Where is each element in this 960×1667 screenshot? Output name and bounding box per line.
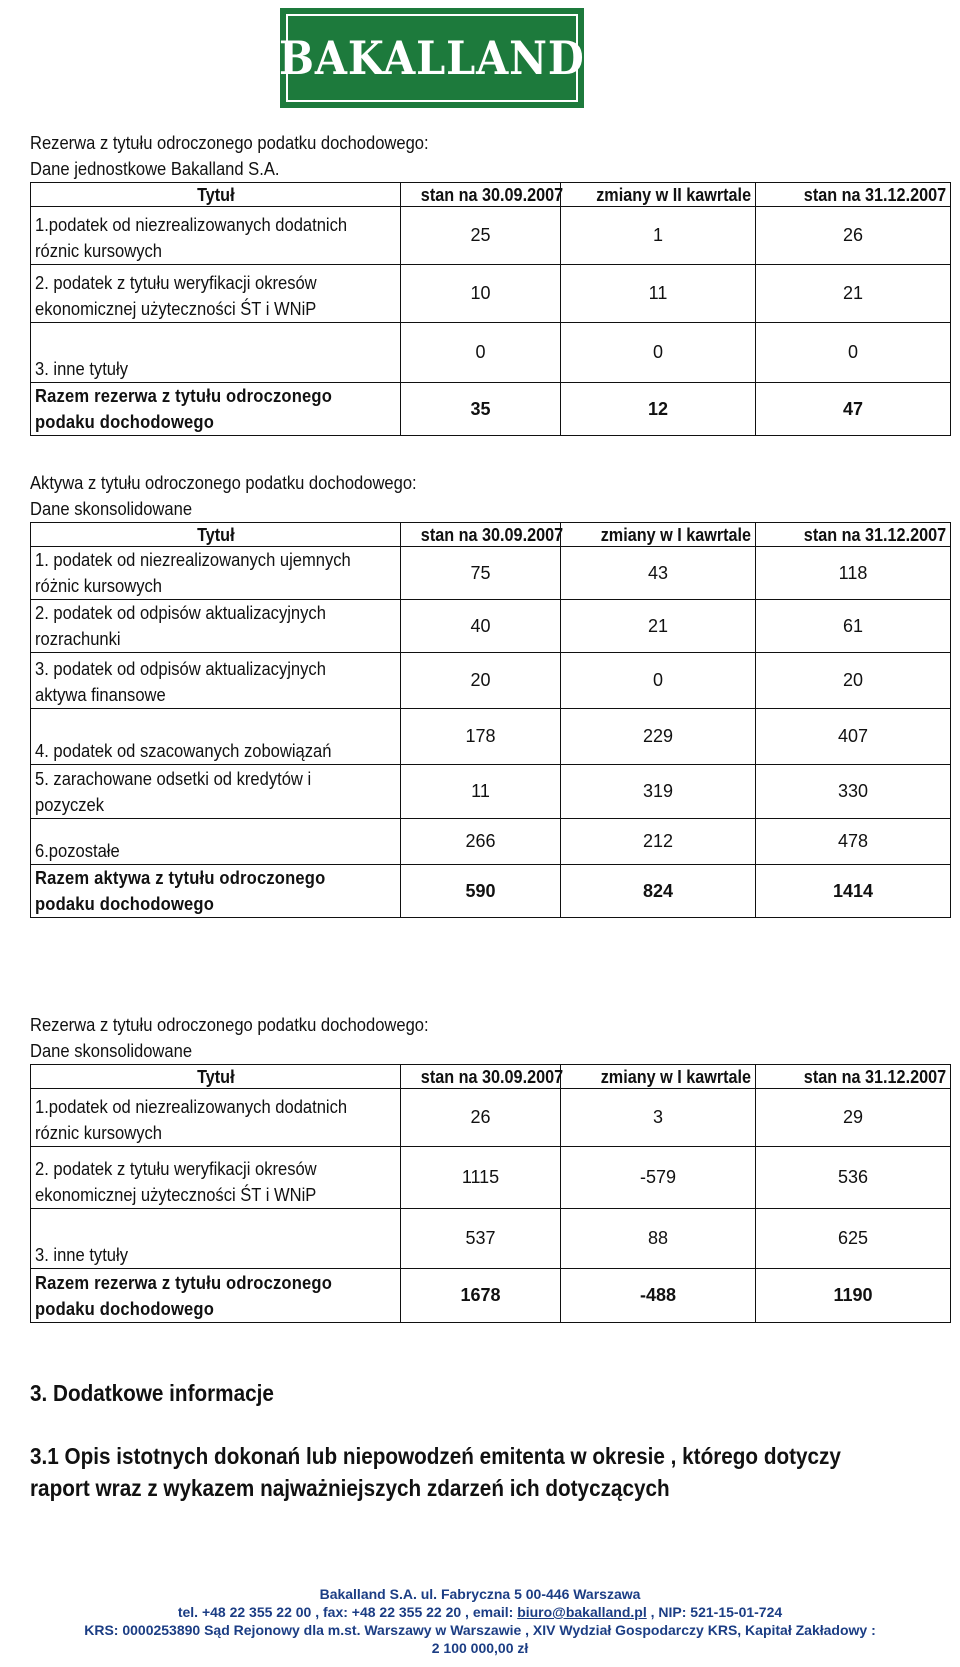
table-row — [31, 653, 951, 709]
header-col: zmiany w I kawrtale — [561, 523, 756, 547]
cell-value: 0 — [561, 653, 756, 709]
row-label: 2. podatek z tytułu weryfikacji okresów ekonomicznej użyteczności ŚT i WNiP — [31, 265, 401, 323]
cell-value: 536 — [756, 1147, 951, 1209]
table-total-row — [31, 865, 951, 918]
cell-value: 3 — [561, 1089, 756, 1147]
cell-value: 1678 — [401, 1269, 561, 1323]
header-title: Tytuł — [31, 523, 401, 547]
footer-capital: 2 100 000,00 zł — [431, 1640, 529, 1656]
cell-value: 266 — [401, 819, 561, 865]
table-header-row — [31, 183, 951, 207]
header-col: stan na 30.09.2007 — [401, 183, 561, 207]
cell-value: 319 — [561, 765, 756, 819]
row-label: Razem rezerwa z tytułu odroczonego podaku dochodowego — [31, 1269, 401, 1323]
footer-address: Bakalland S.A. ul. Fabryczna 5 00-446 Warszawa — [319, 1586, 641, 1602]
header-col: stan na 31.12.2007 — [756, 183, 951, 207]
section-heading: 3. Dodatkowe informacje — [30, 1380, 274, 1406]
header-col: stan na 31.12.2007 — [756, 523, 951, 547]
table-subcaption: Dane jednostkowe Bakalland S.A. — [30, 159, 280, 179]
row-label: Razem rezerwa z tytułu odroczonego podaku dochodowego — [31, 383, 401, 436]
footer-phone-fax: tel. +48 22 355 22 00 , fax: +48 22 355 22 20 , email: — [177, 1604, 518, 1620]
cell-value: 25 — [401, 207, 561, 265]
cell-value: 229 — [561, 709, 756, 765]
deferred-tax-reserve-standalone-table — [30, 182, 951, 436]
cell-value: 40 — [401, 600, 561, 653]
row-label: 1. podatek od niezrealizowanych ujemnych różnic kursowych — [31, 547, 401, 600]
cell-value: 35 — [401, 383, 561, 436]
table-section-2 — [30, 470, 950, 918]
row-label: 6.pozostałe — [31, 819, 401, 865]
footer-contact — [0, 1603, 960, 1621]
cell-value: 330 — [756, 765, 951, 819]
row-label: 2. podatek od odpisów aktualizacyjnych rozrachunki — [31, 600, 401, 653]
cell-value: 26 — [756, 207, 951, 265]
cell-value: 29 — [756, 1089, 951, 1147]
table-total-row — [31, 1269, 951, 1323]
row-label: 5. zarachowane odsetki od kredytów i pozyczek — [31, 765, 401, 819]
table-row — [31, 1089, 951, 1147]
cell-value: 61 — [756, 600, 951, 653]
cell-value: 21 — [561, 600, 756, 653]
cell-value: 20 — [401, 653, 561, 709]
cell-value: 11 — [561, 265, 756, 323]
table-caption: Rezerwa z tytułu odroczonego podatku dochodowego: — [30, 133, 429, 153]
table-row — [31, 323, 951, 383]
cell-value: -579 — [561, 1147, 756, 1209]
cell-value: 1414 — [756, 865, 951, 918]
cell-value: 26 — [401, 1089, 561, 1147]
table-header-row — [31, 1065, 951, 1089]
cell-value: 88 — [561, 1209, 756, 1269]
row-label: Razem aktywa z tytułu odroczonego podaku dochodowego — [31, 865, 401, 918]
table-row — [31, 1209, 951, 1269]
header-col: stan na 30.09.2007 — [401, 523, 561, 547]
table-row — [31, 765, 951, 819]
footer-registry: KRS: 0000253890 Sąd Rejonowy dla m.st. Warszawy w Warszawie , XIV Wydział Gospodarczy KRS, Kapitał Zakładowy : — [84, 1622, 876, 1638]
cell-value: 47 — [756, 383, 951, 436]
cell-value: 407 — [756, 709, 951, 765]
company-footer — [0, 1585, 960, 1657]
row-label: 1.podatek od niezrealizowanych dodatnich róznic kursowych — [31, 1089, 401, 1147]
table-header-row — [31, 523, 951, 547]
cell-value: 0 — [756, 323, 951, 383]
row-label: 2. podatek z tytułu weryfikacji okresów ekonomicznej użyteczności ŚT i WNiP — [31, 1147, 401, 1209]
cell-value: 1190 — [756, 1269, 951, 1323]
table-caption: Rezerwa z tytułu odroczonego podatku dochodowego: — [30, 1015, 429, 1035]
logo-frame — [279, 14, 585, 102]
bakalland-logo — [280, 8, 584, 108]
header-title: Tytuł — [31, 1065, 401, 1089]
table-row — [31, 207, 951, 265]
cell-value: 478 — [756, 819, 951, 865]
table-subcaption: Dane skonsolidowane — [30, 1041, 193, 1061]
cell-value: 75 — [401, 547, 561, 600]
table-row — [31, 819, 951, 865]
row-label: 3. podatek od odpisów aktualizacyjnych aktywa finansowe — [31, 653, 401, 709]
header-col: stan na 30.09.2007 — [401, 1065, 561, 1089]
table-row — [31, 1147, 951, 1209]
table-section-3 — [30, 1012, 950, 1323]
cell-value: 11 — [401, 765, 561, 819]
table-row — [31, 547, 951, 600]
deferred-tax-assets-consolidated-table — [30, 522, 951, 918]
cell-value: 118 — [756, 547, 951, 600]
cell-value: 12 — [561, 383, 756, 436]
table-subcaption: Dane skonsolidowane — [30, 499, 193, 519]
deferred-tax-reserve-consolidated-table — [30, 1064, 951, 1323]
cell-value: 0 — [401, 323, 561, 383]
cell-value: 20 — [756, 653, 951, 709]
table-caption: Aktywa z tytułu odroczonego podatku dochodowego: — [30, 473, 417, 493]
cell-value: 537 — [401, 1209, 561, 1269]
row-label: 4. podatek od szacowanych zobowiązań — [31, 709, 401, 765]
footer-email-link[interactable]: biuro@bakalland.pl — [517, 1604, 647, 1620]
header-title: Tytuł — [31, 183, 401, 207]
header-col: zmiany w II kawrtale — [561, 183, 756, 207]
subsection-heading: 3.1 Opis istotnych dokonań lub niepowodzeń emitenta w okresie , którego dotyczy raport wraz z wykazem najważniejszych zdarzeń ich dotyczących — [30, 1443, 841, 1501]
footer-nip: , NIP: 521-15-01-724 — [646, 1604, 783, 1620]
table-row — [31, 709, 951, 765]
cell-value: 212 — [561, 819, 756, 865]
cell-value: 21 — [756, 265, 951, 323]
row-label: 3. inne tytuły — [31, 323, 401, 383]
cell-value: 1115 — [401, 1147, 561, 1209]
table-row — [31, 600, 951, 653]
cell-value: 0 — [561, 323, 756, 383]
cell-value: 590 — [401, 865, 561, 918]
logo-text: BAKALLAND — [279, 31, 585, 85]
cell-value: 178 — [401, 709, 561, 765]
cell-value: -488 — [561, 1269, 756, 1323]
table-section-1 — [30, 130, 950, 436]
row-label: 3. inne tytuły — [31, 1209, 401, 1269]
cell-value: 10 — [401, 265, 561, 323]
table-row — [31, 265, 951, 323]
table-total-row — [31, 383, 951, 436]
cell-value: 824 — [561, 865, 756, 918]
cell-value: 43 — [561, 547, 756, 600]
cell-value: 625 — [756, 1209, 951, 1269]
header-col: stan na 31.12.2007 — [756, 1065, 951, 1089]
row-label: 1.podatek od niezrealizowanych dodatnich róznic kursowych — [31, 207, 401, 265]
cell-value: 1 — [561, 207, 756, 265]
header-col: zmiany w I kawrtale — [561, 1065, 756, 1089]
